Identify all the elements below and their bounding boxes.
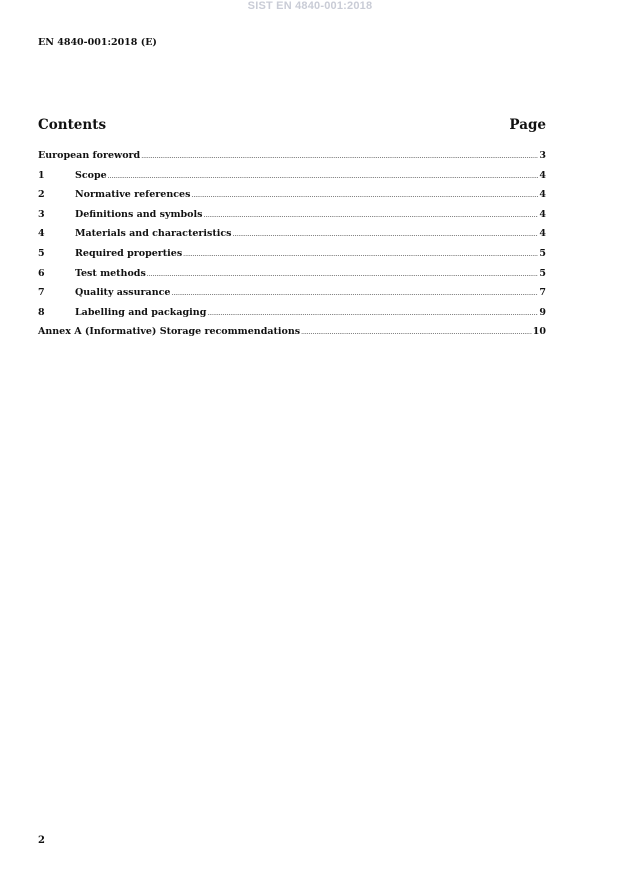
toc-entry-page: 5 <box>539 247 546 259</box>
watermark: SIST EN 4840-001:2018 <box>247 0 373 12</box>
page-number: 2 <box>38 835 45 846</box>
toc-entry-title: Quality assurance <box>75 287 171 299</box>
toc-dot-leader <box>141 153 538 160</box>
toc-entry-page: 5 <box>539 267 546 279</box>
toc-entry-normative-references[interactable] <box>38 189 546 209</box>
document-reference: EN 4840-001:2018 (E) <box>38 37 157 48</box>
table-of-contents <box>38 150 546 346</box>
toc-entry-number: 1 <box>38 169 45 181</box>
toc-entry-page: 4 <box>539 228 546 240</box>
toc-entry-definitions-and-symbols[interactable] <box>38 209 546 229</box>
toc-entry-title: Definitions and symbols <box>75 208 203 220</box>
toc-entry-labelling-and-packaging[interactable] <box>38 307 546 327</box>
toc-entry-title: Materials and characteristics <box>75 228 232 240</box>
toc-dot-leader <box>108 173 539 180</box>
toc-entry-page: 4 <box>539 208 546 220</box>
toc-entry-page: 7 <box>539 287 546 299</box>
toc-entry-european-foreword[interactable] <box>38 150 546 170</box>
toc-entry-test-methods[interactable] <box>38 268 546 288</box>
toc-entry-page: 4 <box>539 169 546 181</box>
toc-dot-leader <box>171 290 538 297</box>
toc-entry-page: 4 <box>539 189 546 201</box>
toc-entry-title: Test methods <box>75 267 146 279</box>
toc-entry-title: Scope <box>75 169 107 181</box>
toc-dot-leader <box>191 192 538 199</box>
toc-entry-number: 4 <box>38 228 45 240</box>
toc-entry-number: 3 <box>38 208 45 220</box>
toc-entry-materials-and-characteristics[interactable] <box>38 228 546 248</box>
toc-entry-title: Annex A (Informative) Storage recommendations <box>38 326 301 338</box>
toc-entry-quality-assurance[interactable] <box>38 287 546 307</box>
toc-dot-leader <box>203 212 538 219</box>
toc-entry-page: 9 <box>539 306 546 318</box>
toc-entry-number: 2 <box>38 189 45 201</box>
toc-dot-leader <box>207 310 538 317</box>
toc-entry-number: 8 <box>38 306 45 318</box>
toc-dot-leader <box>147 271 539 278</box>
toc-page-label: Page <box>509 117 546 133</box>
toc-heading-row <box>38 117 546 133</box>
toc-heading: Contents <box>38 117 107 133</box>
toc-dot-leader <box>183 251 538 258</box>
toc-entry-title: European foreword <box>38 150 141 161</box>
toc-entry-title: Required properties <box>75 247 183 259</box>
toc-entry-page: 3 <box>539 150 546 161</box>
toc-entry-title: Normative references <box>75 189 191 201</box>
toc-entry-annex-a[interactable] <box>38 326 546 346</box>
toc-dot-leader <box>301 329 532 336</box>
toc-entry-required-properties[interactable] <box>38 248 546 268</box>
toc-entry-title: Labelling and packaging <box>75 306 207 318</box>
toc-entry-number: 7 <box>38 287 45 299</box>
toc-entry-page: 10 <box>532 326 546 338</box>
toc-entry-number: 6 <box>38 267 45 279</box>
toc-entry-scope[interactable] <box>38 170 546 190</box>
toc-dot-leader <box>232 231 538 238</box>
toc-entry-number: 5 <box>38 247 45 259</box>
